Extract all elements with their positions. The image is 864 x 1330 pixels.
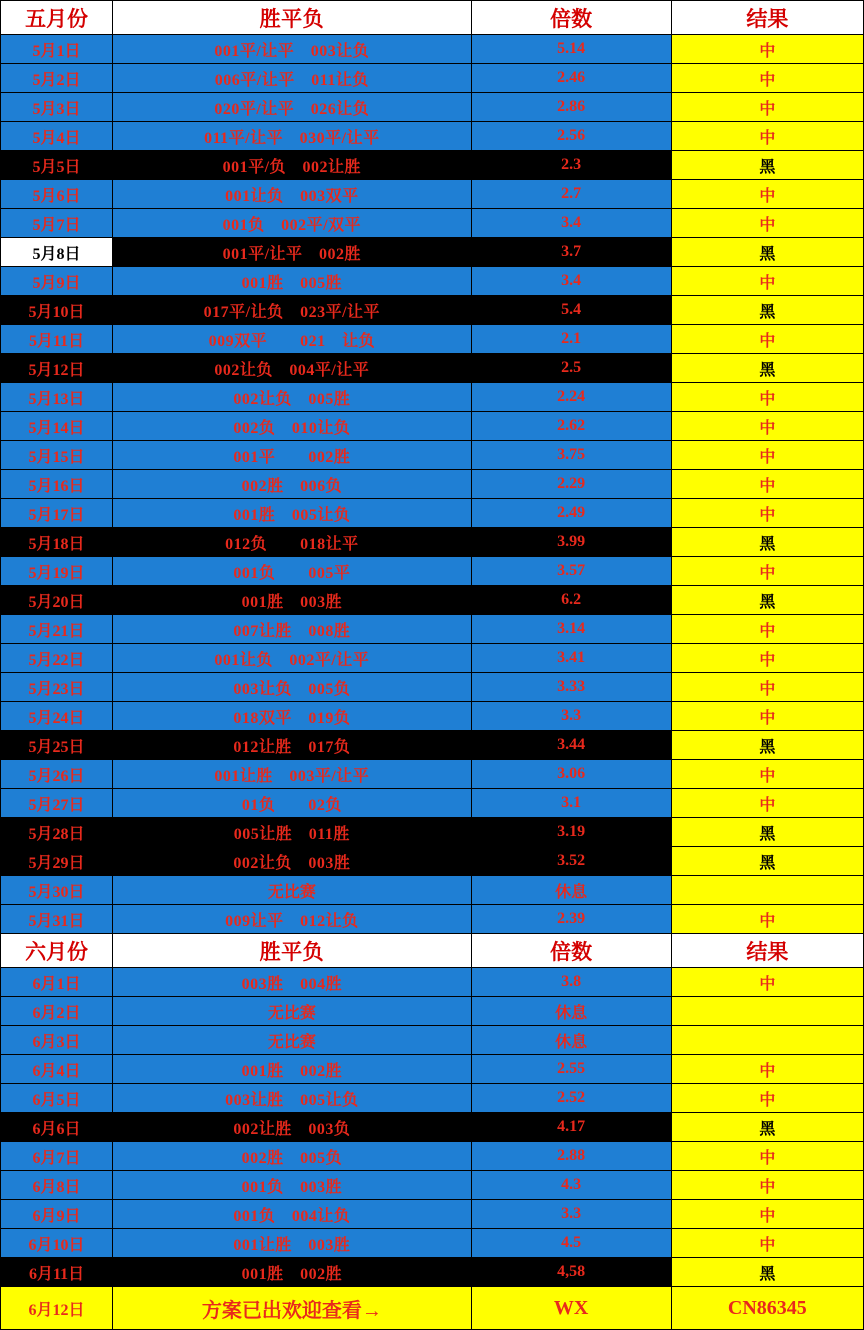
- row-result: 中: [671, 412, 863, 441]
- row-odds: 4.3: [471, 1171, 671, 1200]
- row-odds: 2.5: [471, 354, 671, 383]
- table-row: [1, 151, 864, 180]
- row-result: 中: [671, 35, 863, 64]
- row-pick: 002让胜 003负: [113, 1113, 471, 1142]
- row-result: 中: [671, 760, 863, 789]
- table-row: [1, 180, 864, 209]
- row-odds: 3.44: [471, 731, 671, 760]
- row-date: 5月17日: [1, 499, 113, 528]
- table-row: [1, 1229, 864, 1258]
- header-odds: 倍数: [471, 934, 671, 968]
- row-pick: 003让胜 005让负: [113, 1084, 471, 1113]
- promo-text[interactable]: 方案已出欢迎查看→: [113, 1287, 471, 1330]
- row-odds: 3.3: [471, 1200, 671, 1229]
- row-date: 5月11日: [1, 325, 113, 354]
- row-odds: 3.4: [471, 209, 671, 238]
- row-pick: 002让负 004平/让平: [113, 354, 471, 383]
- row-odds: 3.1: [471, 789, 671, 818]
- table-row: [1, 470, 864, 499]
- row-result: 中: [671, 267, 863, 296]
- table-row: [1, 238, 864, 267]
- table-row: [1, 122, 864, 151]
- row-odds: 2.86: [471, 93, 671, 122]
- row-pick: 005让胜 011胜: [113, 818, 471, 847]
- row-date: 6月4日: [1, 1055, 113, 1084]
- row-pick: 003胜 004胜: [113, 968, 471, 997]
- row-pick: 011平/让平 030平/让平: [113, 122, 471, 151]
- row-result: 中: [671, 383, 863, 412]
- row-pick: 01负 02负: [113, 789, 471, 818]
- row-odds: 3.8: [471, 968, 671, 997]
- table-row: [1, 412, 864, 441]
- section-header-row-june_header: [1, 934, 864, 968]
- row-date: 5月16日: [1, 470, 113, 499]
- table-row: [1, 760, 864, 789]
- row-pick: 001胜 002胜: [113, 1055, 471, 1084]
- table-row: [1, 818, 864, 847]
- row-date: 5月20日: [1, 586, 113, 615]
- header-date: 五月份: [1, 1, 113, 35]
- row-odds: 3.57: [471, 557, 671, 586]
- row-result: 黑: [671, 818, 863, 847]
- row-pick: 006平/让平 011让负: [113, 64, 471, 93]
- row-odds: 4.5: [471, 1229, 671, 1258]
- table-row: [1, 1258, 864, 1287]
- table-row: [1, 702, 864, 731]
- row-pick: 001胜 003胜: [113, 586, 471, 615]
- table-row: [1, 905, 864, 934]
- row-result: 中: [671, 64, 863, 93]
- row-odds: 2.24: [471, 383, 671, 412]
- promo-wx-label: WX: [471, 1287, 671, 1330]
- row-date: 5月9日: [1, 267, 113, 296]
- row-date: 5月30日: [1, 876, 113, 905]
- row-pick: 001让胜 003胜: [113, 1229, 471, 1258]
- row-pick: 001平/让平 003让负: [113, 35, 471, 64]
- row-date: 5月8日: [1, 238, 113, 267]
- row-pick: 001胜 005胜: [113, 267, 471, 296]
- row-odds: 3.52: [471, 847, 671, 876]
- table-row: [1, 731, 864, 760]
- row-odds: 3.33: [471, 673, 671, 702]
- promo-wx-id[interactable]: CN86345: [671, 1287, 863, 1330]
- row-odds: 3.19: [471, 818, 671, 847]
- row-odds: 3.99: [471, 528, 671, 557]
- row-odds: 3.06: [471, 760, 671, 789]
- row-odds: 2.49: [471, 499, 671, 528]
- table-row: [1, 209, 864, 238]
- row-pick: 003让负 005负: [113, 673, 471, 702]
- row-odds: 5.4: [471, 296, 671, 325]
- row-pick: 020平/让平 026让负: [113, 93, 471, 122]
- row-result: 中: [671, 499, 863, 528]
- row-date: 5月3日: [1, 93, 113, 122]
- row-date: 5月6日: [1, 180, 113, 209]
- row-pick: 001让负 002平/让平: [113, 644, 471, 673]
- header-result: 结果: [671, 1, 863, 35]
- row-pick: 无比赛: [113, 997, 471, 1026]
- row-date: 5月26日: [1, 760, 113, 789]
- row-odds: 休息: [471, 1026, 671, 1055]
- row-pick: 002让负 003胜: [113, 847, 471, 876]
- row-date: 5月13日: [1, 383, 113, 412]
- row-odds: 3.3: [471, 702, 671, 731]
- row-odds: 2.3: [471, 151, 671, 180]
- row-date: 6月5日: [1, 1084, 113, 1113]
- row-date: 5月22日: [1, 644, 113, 673]
- table-row: [1, 1084, 864, 1113]
- row-result: 中: [671, 325, 863, 354]
- table-row: [1, 1026, 864, 1055]
- row-result: 黑: [671, 528, 863, 557]
- row-result: 中: [671, 1084, 863, 1113]
- row-pick: 无比赛: [113, 1026, 471, 1055]
- table-row: [1, 325, 864, 354]
- row-date: 5月4日: [1, 122, 113, 151]
- table-row: [1, 499, 864, 528]
- table-row: [1, 93, 864, 122]
- row-odds: 2.52: [471, 1084, 671, 1113]
- row-odds: 3.7: [471, 238, 671, 267]
- row-result: 中: [671, 644, 863, 673]
- row-date: 5月23日: [1, 673, 113, 702]
- row-result: 中: [671, 673, 863, 702]
- row-date: 5月28日: [1, 818, 113, 847]
- row-date: 6月6日: [1, 1113, 113, 1142]
- row-pick: 017平/让负 023平/让平: [113, 296, 471, 325]
- row-pick: 009让平 012让负: [113, 905, 471, 934]
- row-odds: 4.17: [471, 1113, 671, 1142]
- row-date: 5月31日: [1, 905, 113, 934]
- promo-date: 6月12日: [1, 1287, 113, 1330]
- row-pick: 001让负 003双平: [113, 180, 471, 209]
- header-date: 六月份: [1, 934, 113, 968]
- table-row: [1, 876, 864, 905]
- table-row: [1, 1200, 864, 1229]
- row-pick: 009双平 021 让负: [113, 325, 471, 354]
- row-odds: 2.46: [471, 64, 671, 93]
- row-pick: 001负 004让负: [113, 1200, 471, 1229]
- row-result: 黑: [671, 354, 863, 383]
- row-pick: 001负 002平/双平: [113, 209, 471, 238]
- row-result: 中: [671, 702, 863, 731]
- row-date: 6月10日: [1, 1229, 113, 1258]
- row-pick: 001负 003胜: [113, 1171, 471, 1200]
- row-date: 5月29日: [1, 847, 113, 876]
- row-odds: 6.2: [471, 586, 671, 615]
- row-pick: 002胜 005负: [113, 1142, 471, 1171]
- row-odds: 2.62: [471, 412, 671, 441]
- row-odds: 2.55: [471, 1055, 671, 1084]
- row-result: 中: [671, 122, 863, 151]
- row-result: [671, 997, 863, 1026]
- row-result: 中: [671, 789, 863, 818]
- row-date: 5月21日: [1, 615, 113, 644]
- row-date: 6月1日: [1, 968, 113, 997]
- row-pick: 001平/让平 002胜: [113, 238, 471, 267]
- row-odds: 3.41: [471, 644, 671, 673]
- row-date: 5月2日: [1, 64, 113, 93]
- table-row: [1, 586, 864, 615]
- row-pick: 002负 010让负: [113, 412, 471, 441]
- row-date: 5月15日: [1, 441, 113, 470]
- row-pick: 012让胜 017负: [113, 731, 471, 760]
- table-row: [1, 296, 864, 325]
- row-date: 5月5日: [1, 151, 113, 180]
- row-result: 黑: [671, 151, 863, 180]
- row-result: 中: [671, 968, 863, 997]
- row-odds: 2.56: [471, 122, 671, 151]
- row-date: 5月14日: [1, 412, 113, 441]
- row-result: 黑: [671, 1113, 863, 1142]
- table-row: [1, 35, 864, 64]
- row-date: 5月10日: [1, 296, 113, 325]
- row-date: 6月7日: [1, 1142, 113, 1171]
- row-odds: 休息: [471, 997, 671, 1026]
- row-result: 中: [671, 1142, 863, 1171]
- row-result: 中: [671, 1200, 863, 1229]
- table-row: [1, 1113, 864, 1142]
- row-date: 5月25日: [1, 731, 113, 760]
- table-row: [1, 64, 864, 93]
- table-row: [1, 615, 864, 644]
- row-odds: 休息: [471, 876, 671, 905]
- row-odds: 4,58: [471, 1258, 671, 1287]
- row-date: 5月7日: [1, 209, 113, 238]
- row-pick: 001让胜 003平/让平: [113, 760, 471, 789]
- row-result: 中: [671, 615, 863, 644]
- table-row: [1, 383, 864, 412]
- row-result: 黑: [671, 731, 863, 760]
- row-date: 5月27日: [1, 789, 113, 818]
- row-pick: 001胜 002胜: [113, 1258, 471, 1287]
- section-header-row-may_header: [1, 1, 864, 35]
- row-date: 6月11日: [1, 1258, 113, 1287]
- row-pick: 无比赛: [113, 876, 471, 905]
- row-date: 6月2日: [1, 997, 113, 1026]
- row-pick: 001胜 005让负: [113, 499, 471, 528]
- header-result: 结果: [671, 934, 863, 968]
- row-result: 中: [671, 1171, 863, 1200]
- promo-row[interactable]: [1, 1287, 864, 1330]
- row-result: 黑: [671, 1258, 863, 1287]
- table-row: [1, 1055, 864, 1084]
- row-pick: 001平/负 002让胜: [113, 151, 471, 180]
- row-odds: 2.88: [471, 1142, 671, 1171]
- row-odds: 2.7: [471, 180, 671, 209]
- header-pick: 胜平负: [113, 1, 471, 35]
- row-date: 5月1日: [1, 35, 113, 64]
- row-pick: 002让负 005胜: [113, 383, 471, 412]
- table-row: [1, 847, 864, 876]
- row-result: 黑: [671, 847, 863, 876]
- header-odds: 倍数: [471, 1, 671, 35]
- row-pick: 001负 005平: [113, 557, 471, 586]
- table-row: [1, 968, 864, 997]
- row-odds: 2.1: [471, 325, 671, 354]
- row-date: 5月18日: [1, 528, 113, 557]
- row-result: 中: [671, 1055, 863, 1084]
- row-date: 6月8日: [1, 1171, 113, 1200]
- row-date: 5月19日: [1, 557, 113, 586]
- table-row: [1, 557, 864, 586]
- row-result: [671, 876, 863, 905]
- table-row: [1, 1171, 864, 1200]
- table-row: [1, 997, 864, 1026]
- row-odds: 2.39: [471, 905, 671, 934]
- row-result: 中: [671, 209, 863, 238]
- table-row: [1, 673, 864, 702]
- row-result: [671, 1026, 863, 1055]
- row-pick: 018双平 019负: [113, 702, 471, 731]
- row-result: 中: [671, 93, 863, 122]
- row-pick: 012负 018让平: [113, 528, 471, 557]
- row-result: 中: [671, 441, 863, 470]
- row-odds: 5.14: [471, 35, 671, 64]
- table-row: [1, 644, 864, 673]
- row-result: 中: [671, 470, 863, 499]
- row-odds: 3.14: [471, 615, 671, 644]
- row-date: 5月12日: [1, 354, 113, 383]
- row-date: 6月9日: [1, 1200, 113, 1229]
- row-date: 5月24日: [1, 702, 113, 731]
- row-result: 中: [671, 180, 863, 209]
- table-row: [1, 441, 864, 470]
- table-row: [1, 528, 864, 557]
- row-odds: 2.29: [471, 470, 671, 499]
- table-row: [1, 354, 864, 383]
- row-result: 中: [671, 557, 863, 586]
- row-pick: 007让胜 008胜: [113, 615, 471, 644]
- row-result: 黑: [671, 238, 863, 267]
- row-odds: 3.75: [471, 441, 671, 470]
- row-odds: 3.4: [471, 267, 671, 296]
- row-result: 中: [671, 1229, 863, 1258]
- row-result: 黑: [671, 586, 863, 615]
- header-pick: 胜平负: [113, 934, 471, 968]
- row-pick: 002胜 006负: [113, 470, 471, 499]
- table-row: [1, 267, 864, 296]
- row-result: 黑: [671, 296, 863, 325]
- row-pick: 001平 002胜: [113, 441, 471, 470]
- table-row: [1, 1142, 864, 1171]
- row-result: 中: [671, 905, 863, 934]
- row-date: 6月3日: [1, 1026, 113, 1055]
- table-row: [1, 789, 864, 818]
